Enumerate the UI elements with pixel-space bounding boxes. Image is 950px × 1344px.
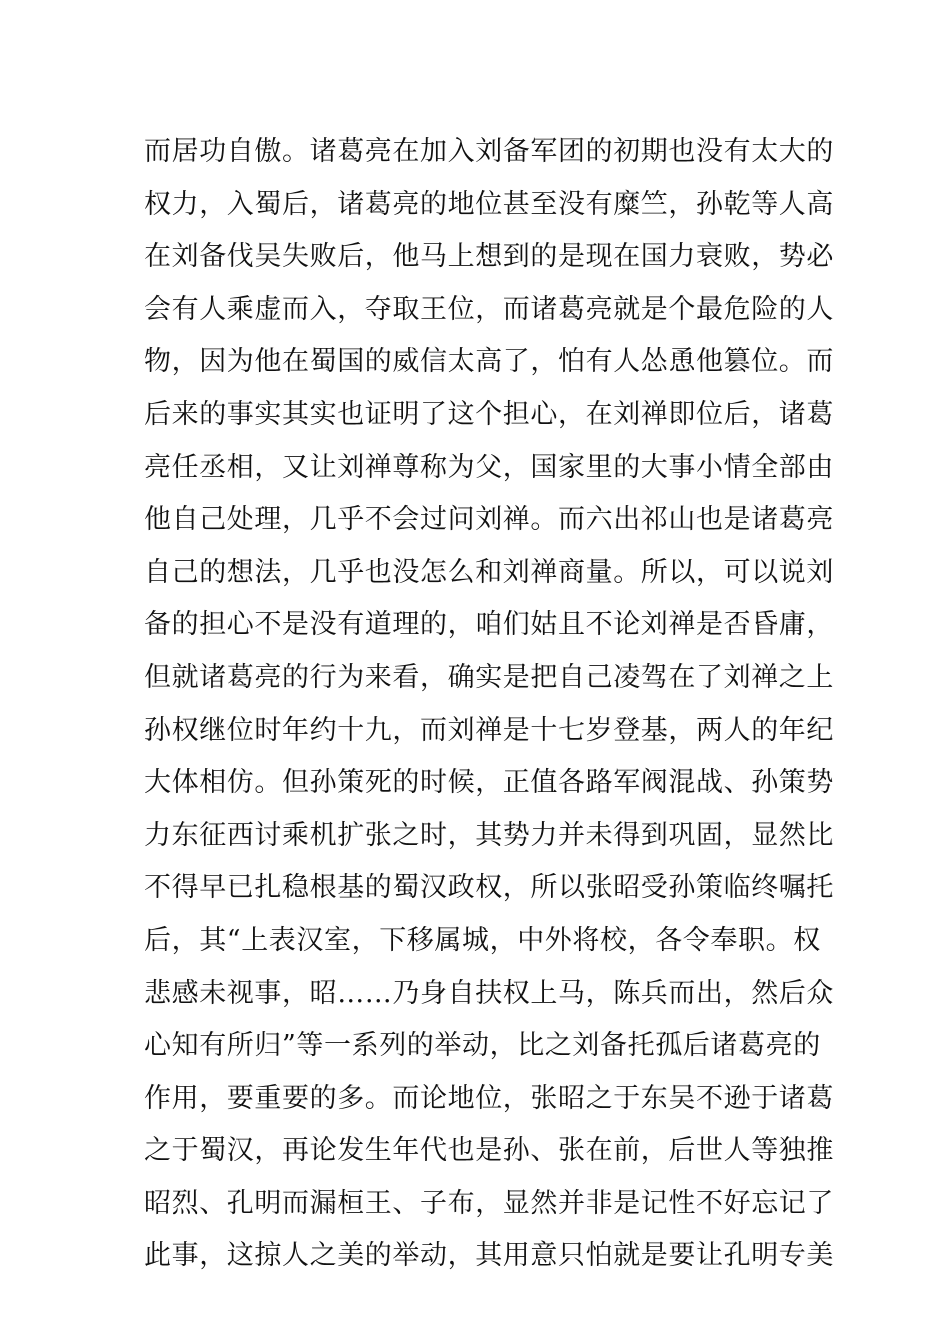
body-text	[144, 126, 834, 1283]
text-line: 自己的想法，几乎也没怎么和刘禅商量。所以，可以说刘	[144, 556, 834, 588]
text-line: 作用，要重要的多。而论地位，张昭之于东吴不逊于诸葛	[144, 1082, 834, 1114]
text-line: 大体相仿。但孙策死的时候，正值各路军阀混战、孙策势	[144, 767, 834, 799]
text-line: 悲感未视事，昭……乃身自扶权上马，陈兵而出，然后众	[144, 977, 834, 1009]
text-line: 此事，这掠人之美的举动，其用意只怕就是要让孔明专美	[144, 1240, 834, 1272]
text-line: 亮任丞相，又让刘禅尊称为父，国家里的大事小情全部由	[144, 451, 834, 483]
text-line: 不得早已扎稳根基的蜀汉政权，所以张昭受孙策临终嘱托	[144, 872, 834, 904]
text-line: 之于蜀汉，再论发生年代也是孙、张在前，后世人等独推	[144, 1135, 834, 1167]
text-line: 昭烈、孔明而漏桓王、子布，显然并非是记性不好忘记了	[144, 1187, 834, 1219]
text-line: 后来的事实其实也证明了这个担心，在刘禅即位后，诸葛	[144, 398, 834, 430]
text-line: 会有人乘虚而入，夺取王位，而诸葛亮就是个最危险的人	[144, 293, 834, 325]
text-line: 他自己处理，几乎不会过问刘禅。而六出祁山也是诸葛亮	[144, 504, 834, 536]
text-line: 孙权继位时年约十九，而刘禅是十七岁登基，两人的年纪	[144, 714, 834, 746]
text-line: 后，其“上表汉室，下移属城，中外将校，各令奉职。权	[144, 924, 821, 956]
text-line: 权力，入蜀后，诸葛亮的地位甚至没有糜竺，孙乾等人高	[144, 188, 834, 220]
text-line: 物，因为他在蜀国的威信太高了，怕有人怂恿他篡位。而	[144, 346, 834, 378]
text-line: 但就诸葛亮的行为来看，确实是把自己凌驾在了刘禅之上	[144, 661, 834, 693]
text-line: 在刘备伐吴失败后，他马上想到的是现在国力衰败，势必	[144, 241, 834, 273]
text-line: 而居功自傲。诸葛亮在加入刘备军团的初期也没有太大的	[144, 136, 834, 167]
text-line: 备的担心不是没有道理的，咱们姑且不论刘禅是否昏庸，	[144, 609, 834, 641]
text-line: 力东征西讨乘机扩张之时，其势力并未得到巩固，显然比	[144, 819, 834, 851]
text-line: 心知有所归”等一系列的举动，比之刘备托孤后诸葛亮的	[144, 1030, 821, 1062]
